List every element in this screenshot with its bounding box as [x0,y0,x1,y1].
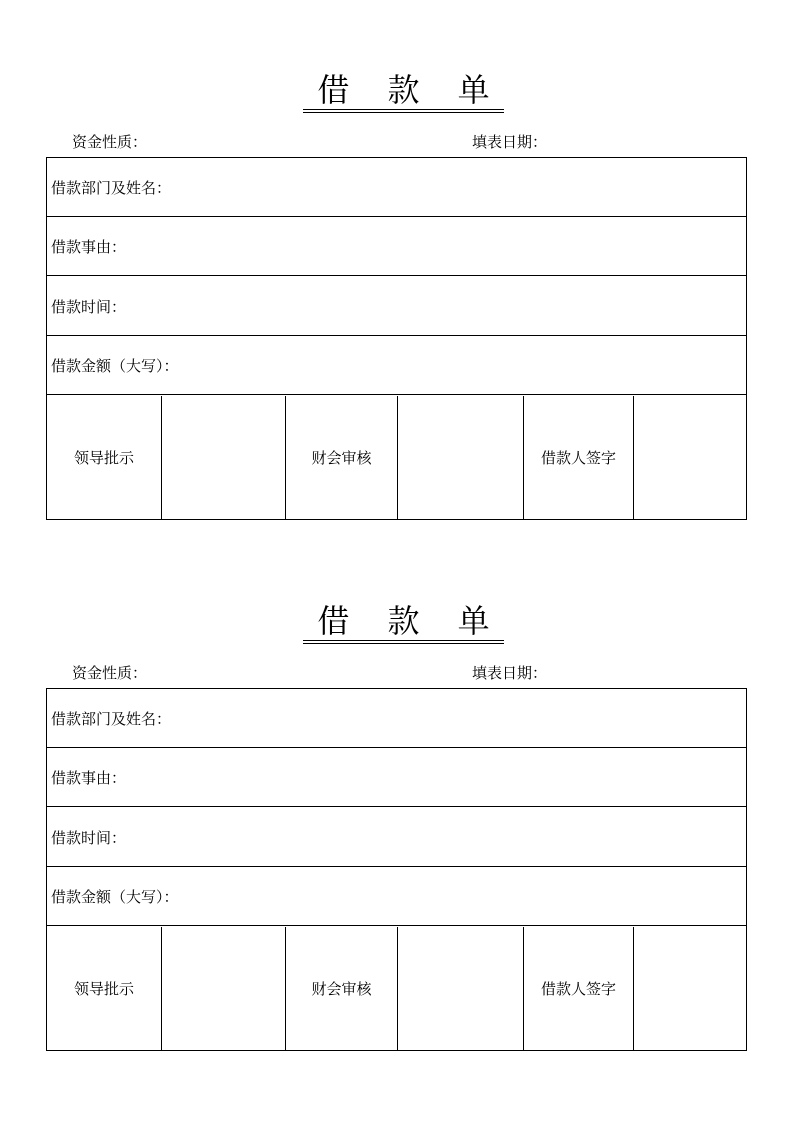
finance-review-label: 财会审核 [286,396,398,519]
loan-time-field[interactable] [47,808,746,867]
leader-approval-cell[interactable] [162,396,286,519]
borrower-dept-name-label: 借款部门及姓名： [51,710,172,728]
form-title [0,70,793,113]
finance-review-cell[interactable] [398,396,524,519]
leader-approval-label: 领导批示 [47,927,162,1050]
loan-time-field[interactable] [47,277,746,336]
leader-approval-cell[interactable] [162,927,286,1050]
loan-reason-label: 借款事由： [51,238,127,256]
borrower-signature-label: 借款人签字 [524,927,634,1050]
fund-nature-label: 资金性质： [72,133,148,151]
loan-time-label: 借款时间： [51,298,127,316]
borrower-dept-name-field[interactable] [47,158,746,217]
fill-date-label: 填表日期： [472,133,548,151]
fund-nature-label: 资金性质： [72,664,148,682]
signature-row [47,927,746,1050]
signature-row [47,396,746,519]
loan-table [46,157,747,520]
loan-amount-label: 借款金额（大写）： [51,357,179,375]
loan-amount-label: 借款金额（大写）： [51,888,179,906]
form-title-text: 借 款 单 [303,71,503,113]
loan-amount-field[interactable] [47,336,746,395]
form-title [0,601,793,644]
loan-amount-field[interactable] [47,867,746,926]
borrower-signature-label: 借款人签字 [524,396,634,519]
borrower-dept-name-field[interactable] [47,689,746,748]
loan-table [46,688,747,1051]
loan-reason-label: 借款事由： [51,769,127,787]
form-title-text: 借 款 单 [303,602,503,644]
borrower-signature-cell[interactable] [634,927,746,1050]
finance-review-label: 财会审核 [286,927,398,1050]
borrower-signature-cell[interactable] [634,396,746,519]
borrower-dept-name-label: 借款部门及姓名： [51,179,172,197]
loan-reason-field[interactable] [47,748,746,807]
leader-approval-label: 领导批示 [47,396,162,519]
loan-reason-field[interactable] [47,217,746,276]
fill-date-label: 填表日期： [472,664,548,682]
finance-review-cell[interactable] [398,927,524,1050]
loan-time-label: 借款时间： [51,829,127,847]
